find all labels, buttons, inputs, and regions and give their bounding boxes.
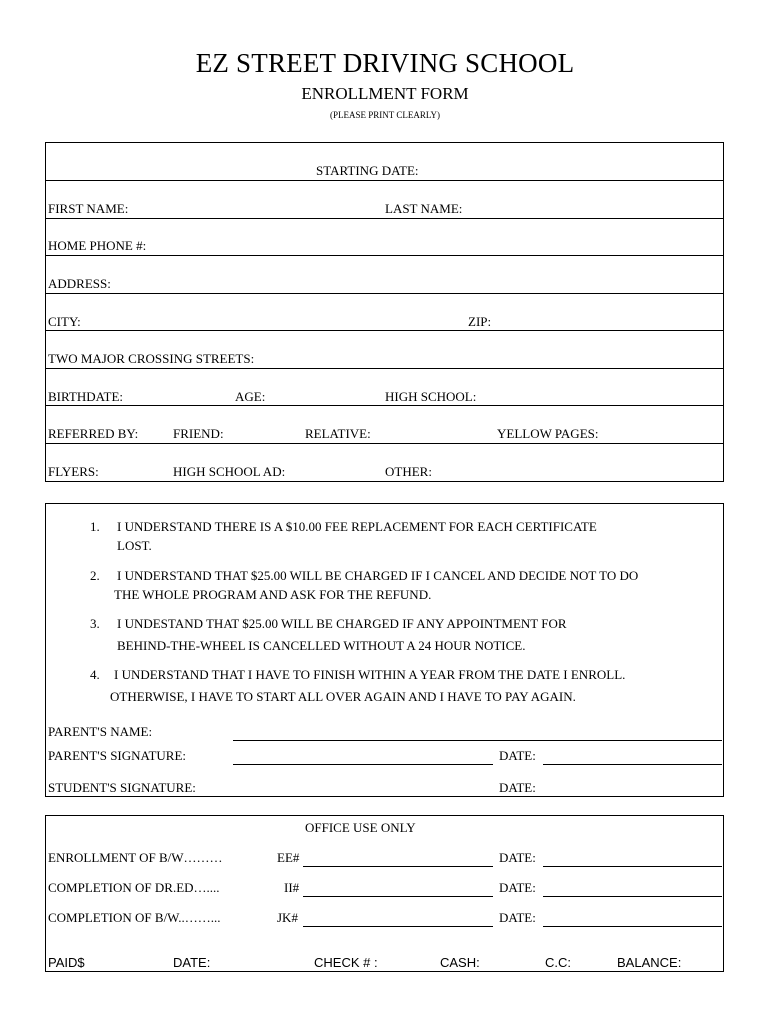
- enrollment-bw-label: ENROLLMENT OF B/W………: [48, 850, 223, 865]
- balance-field[interactable]: BALANCE:: [617, 955, 682, 970]
- form-title: EZ STREET DRIVING SCHOOL: [195, 48, 575, 78]
- ii-line[interactable]: [303, 896, 493, 897]
- high-school-ad-field[interactable]: HIGH SCHOOL AD:: [173, 464, 286, 479]
- term-item-2: [90, 566, 100, 585]
- crossing-streets-field[interactable]: TWO MAJOR CROSSING STREETS:: [48, 351, 255, 366]
- term-text-4: [114, 665, 625, 684]
- cash-field[interactable]: CASH:: [440, 955, 480, 970]
- print-clearly-note: (PLEASE PRINT CLEARLY): [330, 110, 440, 120]
- referred-by-label: REFERRED BY:: [48, 426, 139, 441]
- term-line: OTHERWISE, I HAVE TO START ALL OVER AGAIN AND I HAVE TO PAY AGAIN.: [110, 689, 576, 704]
- other-field[interactable]: OTHER:: [385, 464, 432, 479]
- completion-bw-date-label: DATE:: [499, 910, 536, 925]
- students-date-line[interactable]: [543, 796, 722, 797]
- cc-field[interactable]: C.C:: [545, 955, 571, 970]
- student-info-box: [45, 142, 724, 482]
- students-signature-line[interactable]: [233, 796, 493, 797]
- term-number: 3.: [90, 616, 100, 631]
- starting-date-field[interactable]: STARTING DATE:: [316, 163, 419, 178]
- zip-field[interactable]: ZIP:: [468, 314, 492, 329]
- row-divider: [45, 330, 724, 331]
- birthdate-field[interactable]: BIRTHDATE:: [48, 389, 124, 404]
- relative-field[interactable]: RELATIVE:: [305, 426, 371, 441]
- term-item-3: [90, 614, 100, 633]
- parents-signature-label: PARENT'S SIGNATURE:: [48, 748, 187, 763]
- term-number: 1.: [90, 519, 100, 534]
- term-line: I UNDERSTAND THERE IS A $10.00 FEE REPLACEMENT FOR EACH CERTIFICATE: [117, 519, 597, 534]
- term-number: 2.: [90, 568, 100, 583]
- term-line: LOST.: [117, 538, 152, 553]
- row-divider: [45, 405, 724, 406]
- term-line: I UNDESTAND THAT $25.00 WILL BE CHARGED IF ANY APPOINTMENT FOR: [117, 616, 567, 631]
- term-text-3: [117, 614, 567, 655]
- parents-signature-line[interactable]: [233, 764, 493, 765]
- completion-dred-date-line[interactable]: [543, 896, 722, 897]
- term-item-4: [90, 665, 100, 684]
- term-line: THE WHOLE PROGRAM AND ASK FOR THE REFUND.: [114, 587, 432, 602]
- jk-line[interactable]: [303, 926, 493, 927]
- row-divider: [45, 293, 724, 294]
- flyers-field[interactable]: FLYERS:: [48, 464, 99, 479]
- form-subtitle: ENROLLMENT FORM: [301, 84, 469, 103]
- paid-field[interactable]: PAID$: [48, 955, 85, 970]
- completion-bw-label: COMPLETION OF B/W..……...: [48, 910, 221, 925]
- parents-name-label: PARENT'S NAME:: [48, 724, 153, 739]
- term-text-2: [117, 566, 638, 585]
- row-divider: [45, 443, 724, 444]
- high-school-field[interactable]: HIGH SCHOOL:: [385, 389, 477, 404]
- parents-name-line[interactable]: [233, 740, 722, 741]
- first-name-field[interactable]: FIRST NAME:: [48, 201, 129, 216]
- city-field[interactable]: CITY:: [48, 314, 81, 329]
- row-divider: [45, 255, 724, 256]
- paid-date-field[interactable]: DATE:: [173, 955, 211, 970]
- term-item-1: [90, 517, 100, 536]
- term-line: I UNDERSTAND THAT I HAVE TO FINISH WITHIN A YEAR FROM THE DATE I ENROLL.: [114, 667, 626, 682]
- term-line: BEHIND-THE-WHEEL IS CANCELLED WITHOUT A 24 HOUR NOTICE.: [117, 638, 526, 653]
- friend-field[interactable]: FRIEND:: [173, 426, 224, 441]
- term-text-4b: [110, 687, 576, 706]
- completion-dred-date-label: DATE:: [499, 880, 536, 895]
- row-divider: [45, 218, 724, 219]
- row-divider: [45, 368, 724, 369]
- check-number-field[interactable]: CHECK # :: [314, 955, 378, 970]
- parents-date-line[interactable]: [543, 764, 722, 765]
- office-use-title: OFFICE USE ONLY: [305, 820, 416, 835]
- age-field[interactable]: AGE:: [235, 389, 266, 404]
- enrollment-date-label: DATE:: [499, 850, 536, 865]
- completion-dred-label: COMPLETION OF DR.ED…....: [48, 880, 220, 895]
- jk-label: JK#: [277, 910, 298, 925]
- parents-date-label: DATE:: [499, 748, 536, 763]
- ee-line[interactable]: [303, 866, 493, 867]
- students-signature-label: STUDENT'S SIGNATURE:: [48, 780, 196, 795]
- term-number: 4.: [90, 667, 100, 682]
- enrollment-date-line[interactable]: [543, 866, 722, 867]
- term-text-2b: [114, 585, 431, 604]
- home-phone-field[interactable]: HOME PHONE #:: [48, 238, 147, 253]
- completion-bw-date-line[interactable]: [543, 926, 722, 927]
- address-field[interactable]: ADDRESS:: [48, 276, 111, 291]
- ii-label: II#: [284, 880, 300, 895]
- row-divider: [45, 180, 724, 181]
- ee-label: EE#: [277, 850, 300, 865]
- yellow-pages-field[interactable]: YELLOW PAGES:: [497, 426, 599, 441]
- students-date-label: DATE:: [499, 780, 536, 795]
- term-line: I UNDERSTAND THAT $25.00 WILL BE CHARGED IF I CANCEL AND DECIDE NOT TO DO: [117, 568, 639, 583]
- last-name-field[interactable]: LAST NAME:: [385, 201, 463, 216]
- term-text-1: [117, 517, 597, 555]
